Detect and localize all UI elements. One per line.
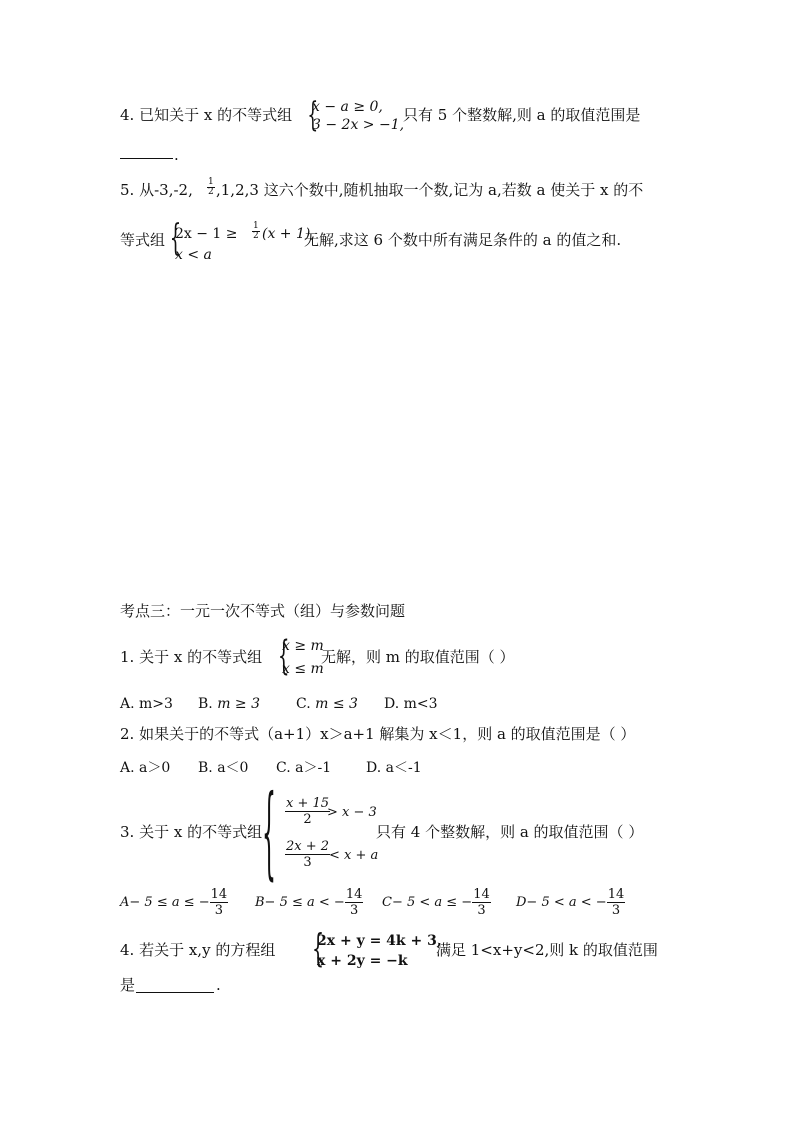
p4-line2: 是 xyxy=(120,976,136,994)
p3-option-b[interactable]: B− 5 ≤ a < − $\frac{14}{3}$ xyxy=(255,887,363,918)
q5-line2-suffix: 无解,求这 6 个数中所有满足条件的 a 的值之和. xyxy=(304,231,622,249)
p3-suffix: 只有 4 个整数解，则 a 的取值范围（ ） xyxy=(376,823,644,841)
q5-inequality-2: x < a xyxy=(175,247,212,263)
p4-brace: { xyxy=(312,926,325,970)
p1-option-b[interactable]: B. m ≥ 3 xyxy=(198,696,261,712)
p3-prefix: 3. 关于 x 的不等式组 xyxy=(120,823,263,841)
p1-prefix: 1. 关于 x 的不等式组 xyxy=(120,648,263,666)
q5-ineq1-left: 2x − 1 ≥ xyxy=(175,226,238,242)
p3-option-c-fraction: $\frac{14}{3}$ xyxy=(473,887,490,918)
q4-suffix: 只有 5 个整数解,则 a 的取值范围是 xyxy=(403,106,641,124)
q4-answer-blank[interactable] xyxy=(120,158,173,159)
q4-brace: { xyxy=(307,95,319,135)
q4-inequality-2: 3 − 2x > −1, xyxy=(312,117,405,133)
p3-option-b-fraction: $\frac{14}{3}$ xyxy=(345,887,363,918)
p3-ineq1-rest: > x − 3 xyxy=(327,805,377,820)
p4-equation-2: x + 2y = −k xyxy=(317,953,408,969)
q4-inequality-1: x − a ≥ 0, xyxy=(312,99,383,115)
p3-option-d-fraction: $\frac{14}{3}$ xyxy=(607,887,625,918)
p3-fraction-2: $\frac{2x + 2}{3}$ xyxy=(286,839,330,870)
q4-tail: . xyxy=(174,146,179,164)
p1-brace: { xyxy=(277,633,290,679)
p4-prefix: 4. 若关于 x,y 的方程组 xyxy=(120,941,276,959)
p4-suffix: 满足 1<x+y<2,则 k 的取值范围 xyxy=(436,941,658,959)
q5-line1-suffix: ,1,2,3 这六个数中,随机抽取一个数,记为 a,若数 a 使关于 x 的不 xyxy=(216,181,644,199)
p3-option-a[interactable]: A− 5 ≤ a ≤ − $\frac{14}{3}$ xyxy=(120,887,228,918)
q5-ineq1-right: (x + 1), xyxy=(262,226,315,242)
p1-option-a[interactable]: A. m>3 xyxy=(120,696,173,712)
q5-line1-prefix: 5. 从-3,-2, xyxy=(120,181,193,199)
p3-ineq2-rest: < x + a xyxy=(329,848,379,863)
p1-inequality-1: x ≥ m xyxy=(282,638,324,654)
p1-suffix: 无解，则 m 的取值范围（ ） xyxy=(321,648,515,666)
p2-option-c[interactable]: C. a＞-1 xyxy=(276,760,332,776)
q5-ineq1-fraction: $\frac{1}{2}$ xyxy=(253,221,259,241)
p3-option-d[interactable]: D− 5 < a < − $\frac{14}{3}$ xyxy=(516,887,625,918)
p2-option-a[interactable]: A. a＞0 xyxy=(120,760,171,776)
p4-tail: . xyxy=(216,976,221,994)
p3-fraction-1: $\frac{x + 15}{2}$ xyxy=(286,796,330,827)
p2-text: 2. 如果关于的不等式（a+1）x＞a+1 解集为 x＜1，则 a 的取值范围是（ ） xyxy=(120,725,636,743)
p1-option-c[interactable]: C. m ≤ 3 xyxy=(296,696,358,712)
p3-brace: { xyxy=(262,773,276,890)
section-3-heading: 考点三：一元一次不等式（组）与参数问题 xyxy=(120,602,406,620)
p4-equation-1: 2x + y = 4k + 3, xyxy=(317,933,442,949)
p2-option-b[interactable]: B. a＜0 xyxy=(198,760,249,776)
p3-option-c[interactable]: C− 5 < a ≤ − $\frac{14}{3}$ xyxy=(382,887,490,918)
p4-answer-blank[interactable] xyxy=(136,992,214,993)
q5-line2-prefix: 等式组 xyxy=(120,231,166,249)
p3-option-a-fraction: $\frac{14}{3}$ xyxy=(210,887,228,918)
p1-inequality-2: x ≤ m xyxy=(282,661,324,677)
p1-option-d[interactable]: D. m<3 xyxy=(384,696,438,712)
p2-option-d[interactable]: D. a＜-1 xyxy=(366,760,422,776)
q4-prefix: 4. 已知关于 x 的不等式组 xyxy=(120,106,293,124)
q5-brace: { xyxy=(169,218,182,259)
q5-half-fraction: $\frac{1}{2}$ xyxy=(208,177,214,197)
